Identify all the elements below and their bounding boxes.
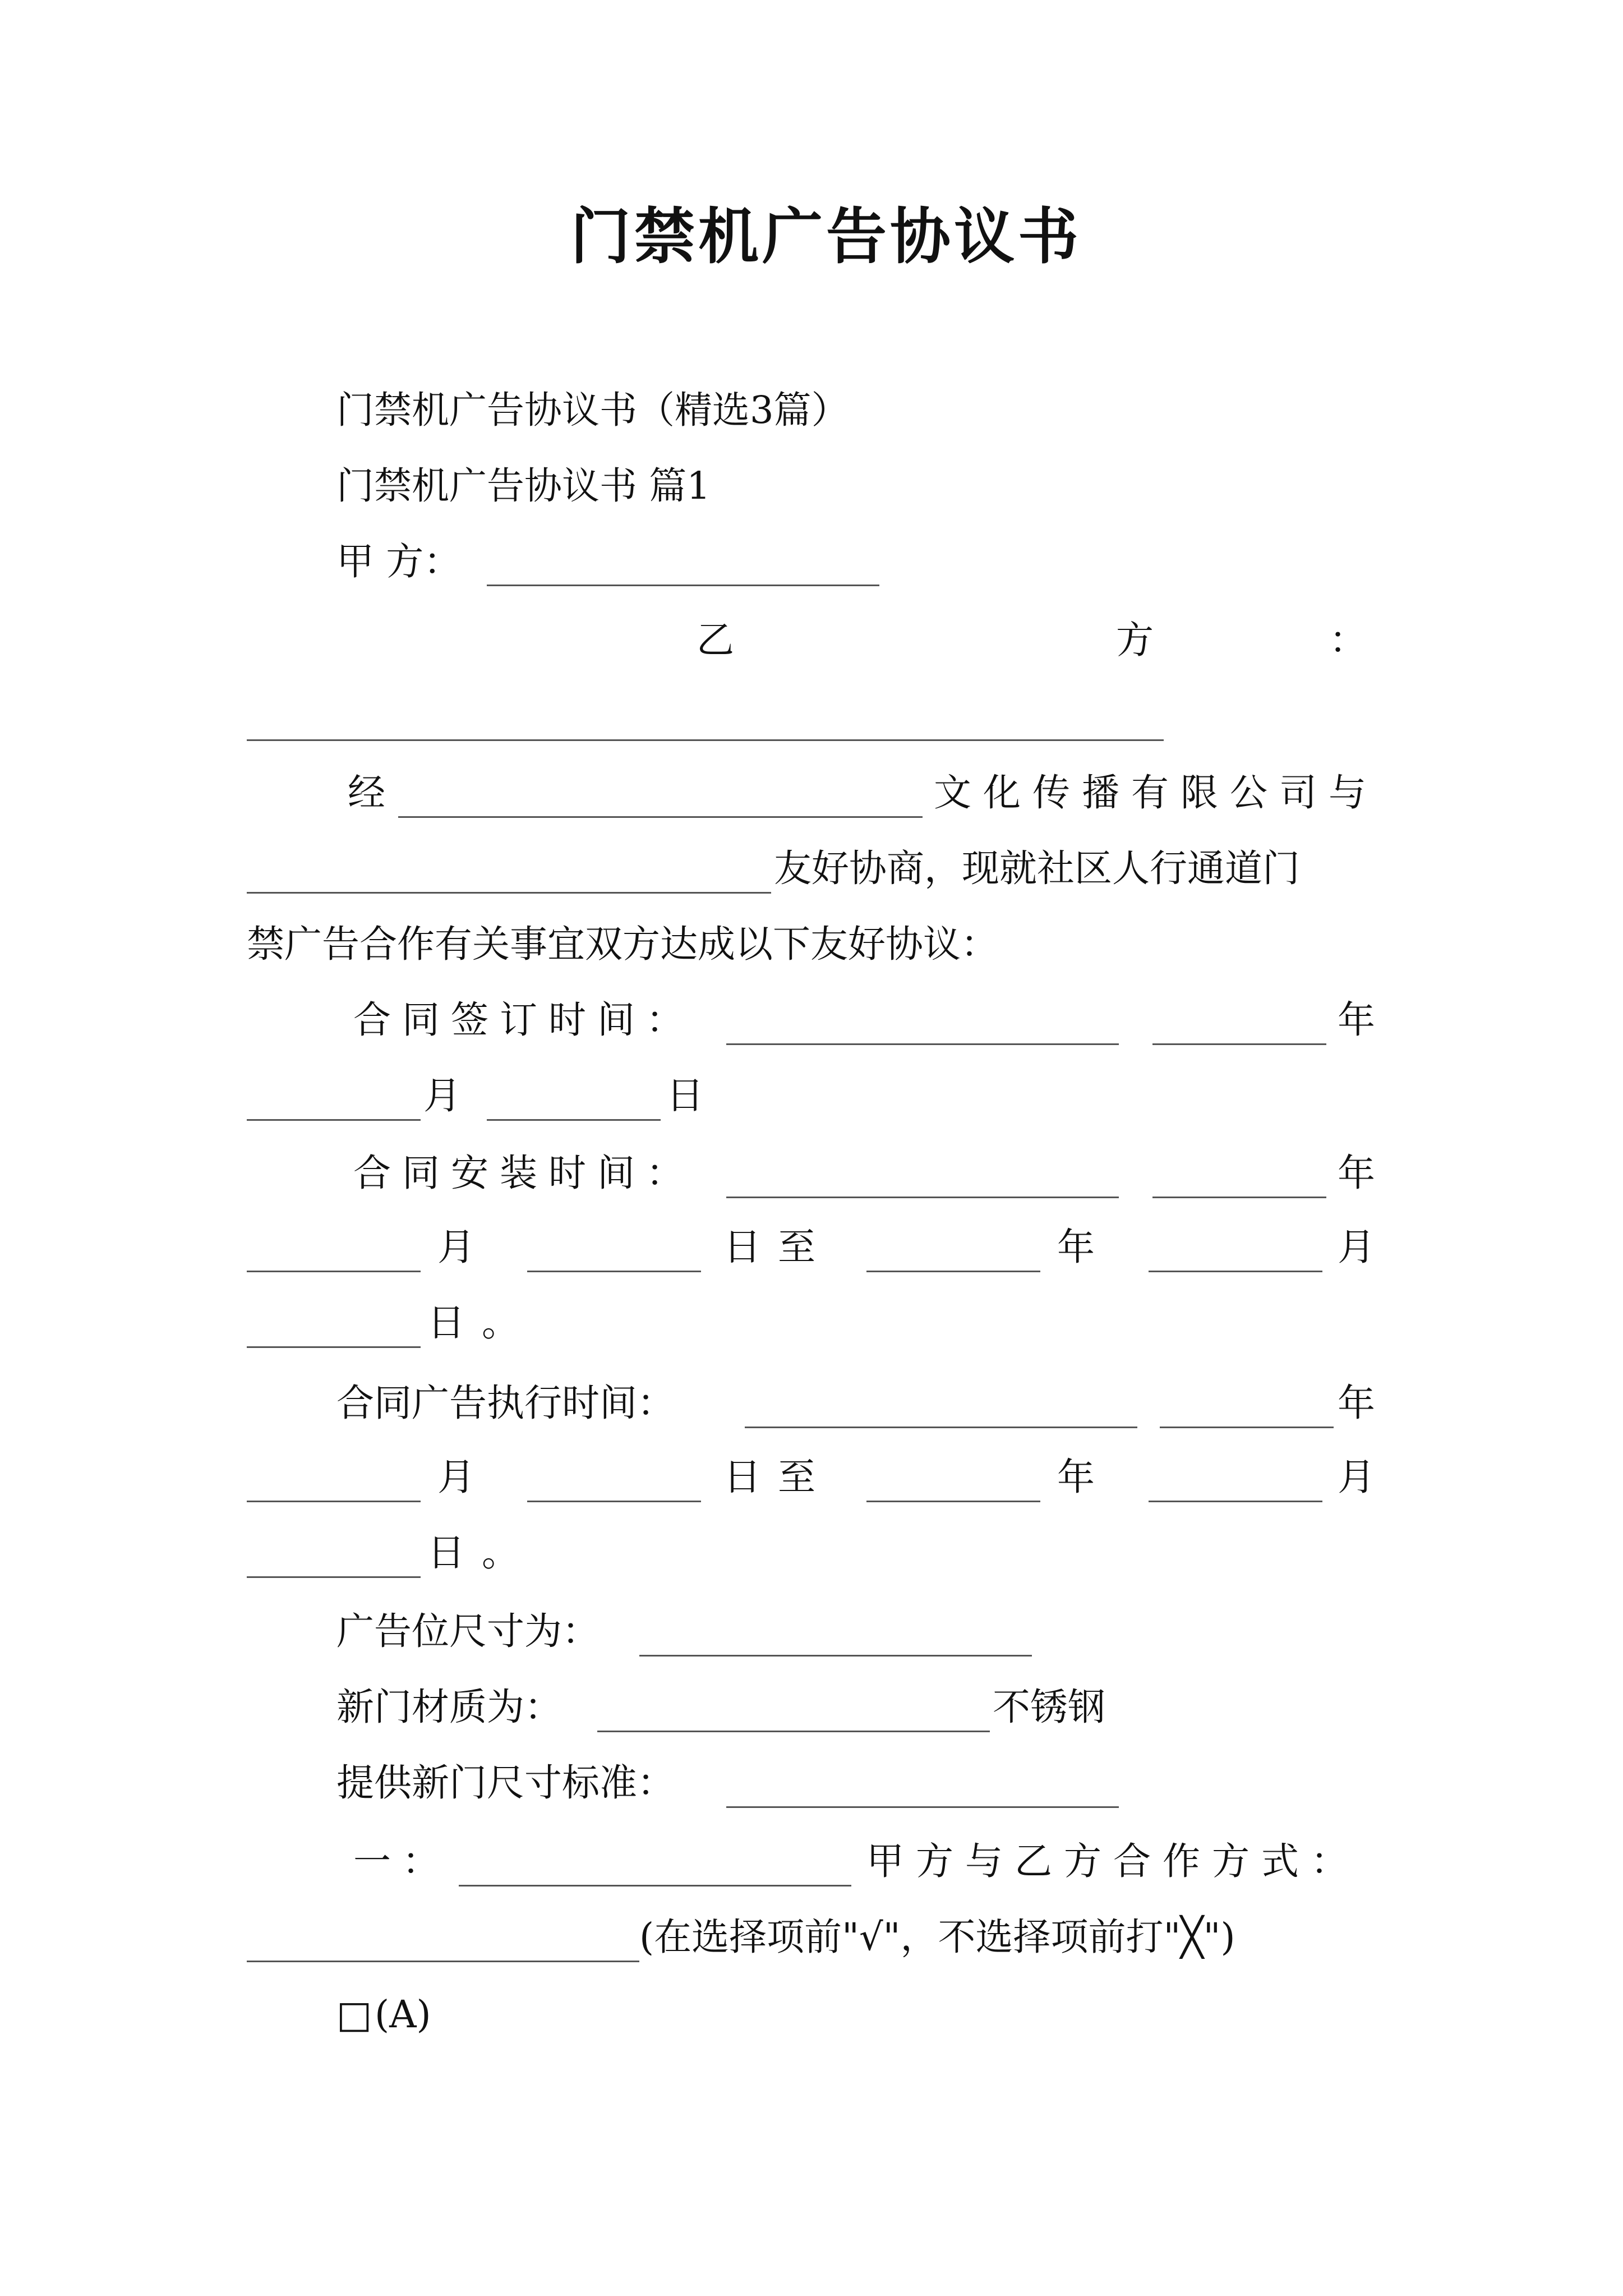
intro-partner-blank[interactable]: [247, 892, 771, 894]
exec-year-label: 年: [1338, 1381, 1375, 1425]
coop-instruction: (在选择项前"√"，不选择项前打"╳"): [639, 1915, 1235, 1959]
intro-company-text: 文化传播有限公司与: [934, 771, 1378, 815]
install-year-label: 年: [1338, 1151, 1375, 1195]
document-title: 门禁机广告协议书: [570, 201, 1082, 272]
sign-year-label: 年: [1338, 998, 1375, 1042]
exec-time-blank[interactable]: [745, 1427, 1137, 1428]
document-subtitle: 门禁机广告协议书（精选3篇）: [336, 388, 849, 432]
exec-time-label: 合同广告执行时间：: [336, 1381, 675, 1425]
exec-month-label: 月: [437, 1455, 475, 1499]
sign-month-label: 月: [423, 1074, 461, 1117]
door-size-label: 提供新门尺寸标准：: [336, 1761, 675, 1805]
coop-prefix: 一：: [353, 1839, 451, 1883]
coop-choice-blank[interactable]: [247, 1961, 639, 1962]
party-b-blank[interactable]: [247, 739, 1164, 741]
sign-month-blank[interactable]: [247, 1119, 421, 1121]
ad-size-blank[interactable]: [639, 1655, 1032, 1657]
exec-day-to-label: 日至: [723, 1455, 832, 1499]
sign-time-label: 合同签订时间：: [353, 998, 695, 1042]
install-time-blank[interactable]: [726, 1197, 1119, 1198]
party-b-label-char2: 方: [1116, 618, 1154, 662]
door-material-label: 新门材质为：: [336, 1685, 562, 1729]
door-size-blank[interactable]: [726, 1806, 1119, 1808]
door-material-blank[interactable]: [597, 1731, 990, 1732]
intro-company-blank[interactable]: [398, 816, 923, 818]
install-year2-blank[interactable]: [866, 1271, 1040, 1272]
exec-day-end-label: 日。: [427, 1531, 536, 1575]
door-material-value: 不锈钢: [993, 1685, 1105, 1729]
install-month2-label: 月: [1338, 1225, 1375, 1269]
exec-year2-label: 年: [1057, 1455, 1095, 1499]
party-a-label: 甲 方：: [336, 540, 462, 583]
coop-label: 甲方与乙方合作方式：: [866, 1839, 1360, 1883]
ad-size-label: 广告位尺寸为：: [336, 1609, 600, 1653]
party-b-label-colon: ：: [1329, 618, 1367, 662]
install-year2-label: 年: [1057, 1225, 1095, 1269]
option-a-label: (A): [375, 1993, 431, 2036]
install-time-label: 合同安装时间：: [353, 1151, 695, 1195]
sign-year-blank[interactable]: [1152, 1043, 1326, 1045]
exec-month2-label: 月: [1338, 1455, 1375, 1499]
install-day-blank[interactable]: [527, 1271, 701, 1272]
intro-start: 经: [348, 771, 385, 815]
coop-blank[interactable]: [459, 1885, 851, 1887]
party-b-label-char1: 乙: [697, 618, 734, 662]
exec-year2-blank[interactable]: [866, 1501, 1040, 1502]
option-a-checkbox[interactable]: □: [336, 1993, 372, 2036]
sign-day-blank[interactable]: [487, 1119, 661, 1121]
exec-year-blank[interactable]: [1160, 1427, 1334, 1428]
section-heading: 门禁机广告协议书 篇1: [336, 464, 711, 508]
exec-month2-blank[interactable]: [1149, 1501, 1322, 1502]
intro-line-3: 禁广告合作有关事宜双方达成以下友好协议：: [247, 922, 998, 966]
exec-day-end-blank[interactable]: [247, 1576, 421, 1578]
exec-day-blank[interactable]: [527, 1501, 701, 1502]
install-month-label: 月: [437, 1225, 475, 1269]
install-year-blank[interactable]: [1152, 1197, 1326, 1198]
install-day-to-label: 日至: [723, 1225, 832, 1269]
intro-line-2: 友好协商，现就社区人行通道门: [774, 846, 1300, 890]
sign-day-label: 日: [666, 1074, 704, 1117]
exec-month-blank[interactable]: [247, 1501, 421, 1502]
sign-time-blank[interactable]: [726, 1043, 1119, 1045]
install-day-end-label: 日。: [427, 1301, 536, 1345]
install-month-blank[interactable]: [247, 1271, 421, 1272]
install-day-end-blank[interactable]: [247, 1346, 421, 1348]
install-month2-blank[interactable]: [1149, 1271, 1322, 1272]
party-a-blank[interactable]: [487, 585, 879, 586]
